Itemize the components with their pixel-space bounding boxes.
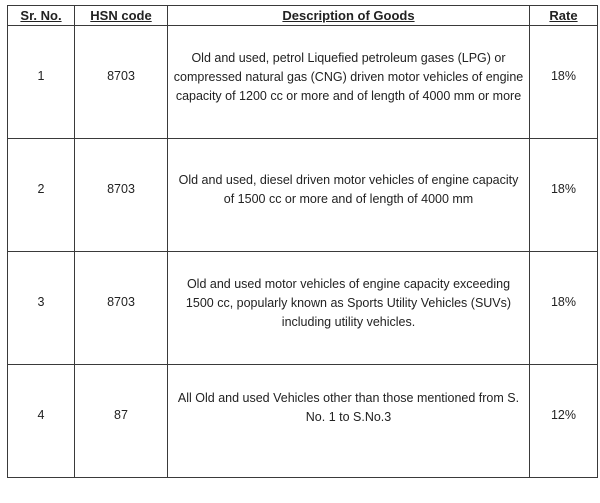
rate-cell — [530, 365, 598, 478]
header-row — [8, 6, 598, 26]
table-row — [8, 26, 598, 139]
rate-cell — [530, 26, 598, 139]
header-sr-no: Sr. No. — [8, 6, 75, 26]
rate-cell — [530, 139, 598, 252]
description: Old and used motor vehicles of engine capacity exceeding 1500 cc, popularly known as Sports Utility Vehicles (SUVs) including utility vehicles. — [185, 276, 512, 329]
table-row — [8, 252, 598, 365]
gst-rate-table — [7, 5, 598, 478]
sr-no: 4 — [37, 407, 45, 422]
hsn-cell — [75, 365, 168, 478]
sr-no-cell — [8, 365, 75, 478]
description: Old and used, petrol Liquefied petroleum gases (LPG) or compressed natural gas (CNG) driven motor vehicles of engine capacity of 1200 cc or more and of length of 4000 mm or more — [173, 50, 524, 103]
hsn-code: 87 — [114, 407, 128, 422]
hsn-code: 8703 — [107, 294, 135, 309]
description: All Old and used Vehicles other than those mentioned from S. No. 1 to S.No.3 — [177, 391, 520, 424]
sr-no: 1 — [37, 68, 45, 83]
rate: 18% — [550, 181, 577, 196]
rate: 18% — [550, 294, 577, 309]
sr-no-cell — [8, 139, 75, 252]
hsn-code: 8703 — [107, 68, 135, 83]
sr-no-cell — [8, 26, 75, 139]
rate: 12% — [550, 407, 577, 422]
hsn-cell — [75, 139, 168, 252]
sr-no-cell — [8, 252, 75, 365]
description: Old and used, diesel driven motor vehicles of engine capacity of 1500 cc or more and of length of 4000 mm — [178, 173, 519, 206]
header-hsn-code: HSN code — [75, 6, 168, 26]
description-cell — [168, 252, 530, 365]
header-description: Description of Goods — [168, 6, 530, 26]
rate: 18% — [550, 68, 577, 83]
header-rate: Rate — [530, 6, 598, 26]
sr-no: 2 — [37, 181, 45, 196]
table-row — [8, 365, 598, 478]
description-cell — [168, 365, 530, 478]
rate-cell — [530, 252, 598, 365]
description-cell — [168, 139, 530, 252]
table-row — [8, 139, 598, 252]
sr-no: 3 — [37, 294, 45, 309]
hsn-code: 8703 — [107, 181, 135, 196]
description-cell — [168, 26, 530, 139]
hsn-cell — [75, 26, 168, 139]
hsn-cell — [75, 252, 168, 365]
